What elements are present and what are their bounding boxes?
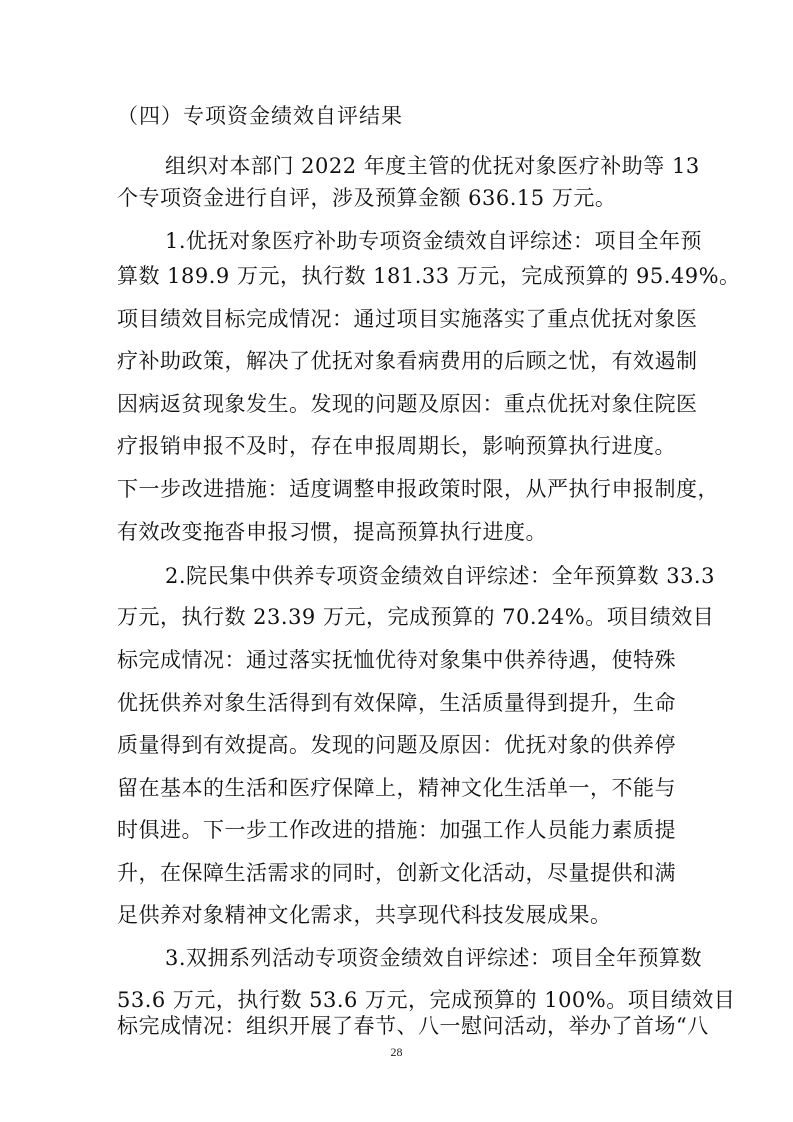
- paragraph-line: 留在基本的生活和医疗保障上，精神文化生活单一，不能与: [117, 776, 676, 800]
- paragraph-line: 万元，执行数 23.39 万元，完成预算的 70.24%。项目绩效目: [117, 605, 715, 629]
- paragraph-line: 1.优抚对象医疗补助专项资金绩效自评综述：项目全年预: [165, 229, 703, 253]
- paragraph-line: 优抚供养对象生活得到有效保障，生活质量得到提升，生命: [117, 691, 676, 715]
- section-title: （四）专项资金绩效自评结果: [117, 104, 403, 128]
- paragraph-line: 标完成情况：组织开展了春节、八一慰问活动，举办了首场“八: [117, 1014, 709, 1038]
- paragraph-line: 项目绩效目标完成情况：通过项目实施落实了重点优抚对象医: [117, 307, 698, 331]
- paragraph-line: 足供养对象精神文化需求，共享现代科技发展成果。: [117, 903, 612, 927]
- paragraph-line: 疗报销申报不及时，存在申报周期长，影响预算执行进度。: [117, 434, 676, 458]
- paragraph-line: 3.双拥系列活动专项资金绩效自评综述：项目全年预算数: [165, 946, 703, 970]
- page-number: 28: [390, 1045, 403, 1059]
- paragraph-line: 组织对本部门 2022 年度主管的优抚对象医疗补助等 13: [165, 154, 700, 178]
- paragraph-line: 算数 189.9 万元，执行数 181.33 万元，完成预算的 95.49%。: [117, 264, 741, 288]
- paragraph-line: 标完成情况：通过落实抚恤优待对象集中供养待遇，使特殊: [117, 648, 676, 672]
- paragraph-line: 有效改变拖沓申报习惯，提高预算执行进度。: [117, 520, 547, 544]
- paragraph-line: 个专项资金进行自评，涉及预算金额 636.15 万元。: [117, 186, 617, 210]
- paragraph-line: 53.6 万元，执行数 53.6 万元，完成预算的 100%。项目绩效目: [117, 988, 736, 1012]
- paragraph-line: 因病返贫现象发生。发现的问题及原因：重点优抚对象住院医: [117, 392, 698, 416]
- paragraph-line: 质量得到有效提高。发现的问题及原因：优抚对象的供养停: [117, 733, 676, 757]
- paragraph-line: 疗补助政策，解决了优抚对象看病费用的后顾之忧，有效遏制: [117, 349, 698, 373]
- paragraph-line: 升，在保障生活需求的同时，创新文化活动，尽量提供和满: [117, 861, 676, 885]
- paragraph-line: 下一步改进措施：适度调整申报政策时限，从严执行申报制度，: [117, 477, 719, 501]
- paragraph-line: 2.院民集中供养专项资金绩效自评综述：全年预算数 33.3: [165, 564, 715, 588]
- paragraph-line: 时俱进。下一步工作改进的措施：加强工作人员能力素质提: [117, 818, 676, 842]
